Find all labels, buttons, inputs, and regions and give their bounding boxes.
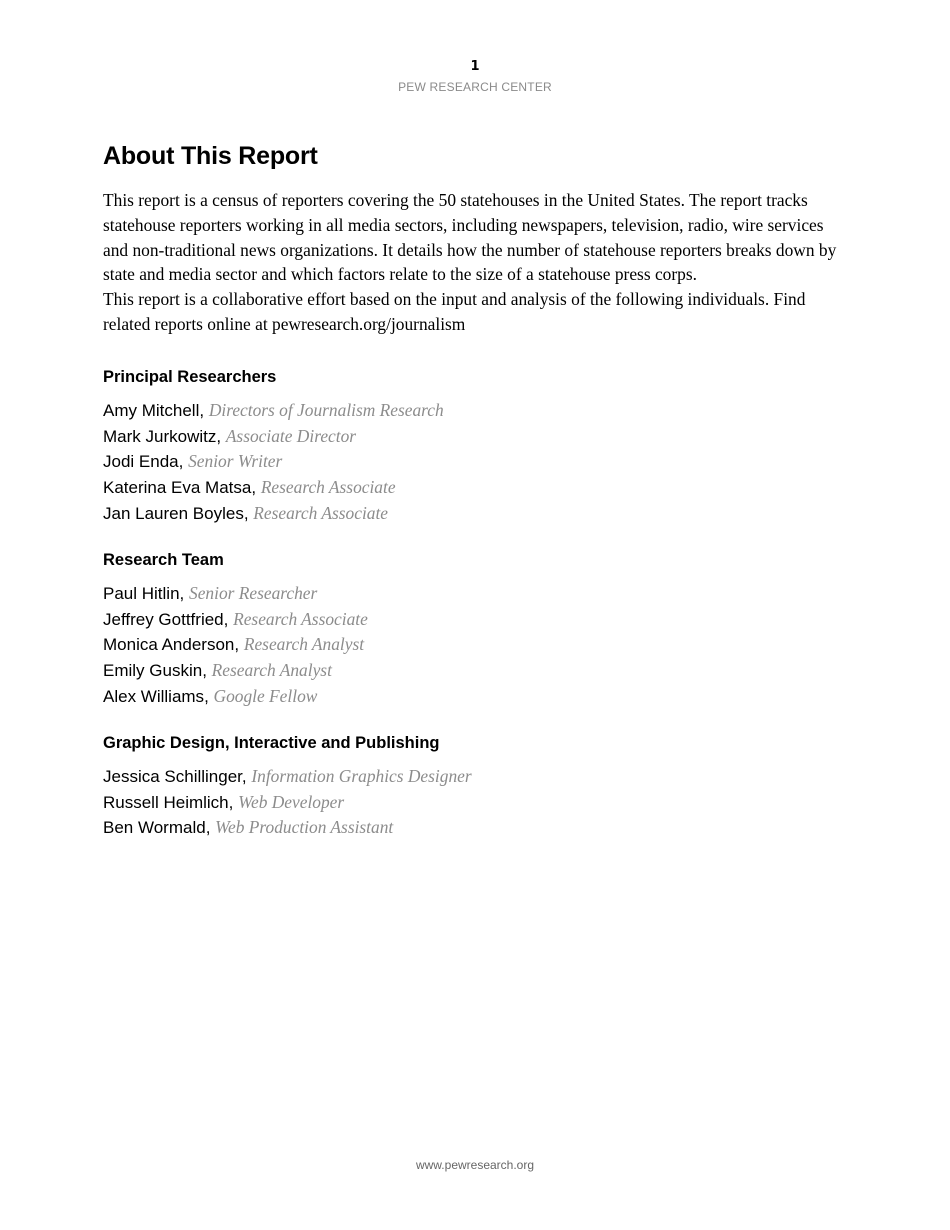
people-list	[103, 764, 843, 841]
intro-text	[103, 188, 843, 337]
person-name: Jessica Schillinger	[103, 766, 242, 786]
section-heading: Graphic Design, Interactive and Publishing	[103, 733, 440, 752]
person-item: Katerina Eva Matsa, Research Associate	[103, 477, 396, 498]
person-item: Paul Hitlin, Senior Researcher	[103, 582, 318, 603]
people-list	[103, 398, 843, 527]
person-name: Jan Lauren Boyles	[103, 503, 244, 523]
person-name: Ben Wormald	[103, 818, 206, 838]
person-role: Directors of Journalism Research	[208, 399, 444, 420]
footer-url: www.pewresearch.org	[415, 1158, 535, 1172]
people-list	[103, 581, 843, 710]
person-name: Russell Heimlich	[103, 792, 229, 812]
person-role: Associate Director	[225, 425, 357, 446]
person-item: Russell Heimlich, Web Developer	[103, 791, 345, 812]
section-heading: Principal Researchers	[103, 367, 277, 386]
person-name: Katerina Eva Matsa	[103, 478, 252, 498]
intro-paragraph-2: This report is a collaborative effort based on the input and analysis of the following individuals. Find related reports online at pewresearch.org/journalism	[103, 289, 806, 334]
person-role: Senior Researcher	[189, 582, 318, 603]
page-number: 1	[470, 59, 480, 74]
person-item: Amy Mitchell, Directors of Journalism Research	[103, 399, 444, 420]
section-graphic-design	[103, 732, 843, 841]
person-name: Monica Anderson	[103, 635, 235, 655]
person-role: Research Analyst	[243, 634, 365, 655]
person-name: Alex Williams	[103, 686, 205, 706]
person-role: Google Fellow	[213, 685, 318, 706]
page-title: About This Report	[103, 142, 318, 170]
person-item: Jan Lauren Boyles, Research Associate	[103, 502, 389, 523]
person-name: Jeffrey Gottfried	[103, 609, 224, 629]
section-research-team	[103, 549, 843, 710]
person-item: Mark Jurkowitz, Associate Director	[103, 425, 357, 446]
person-item: Emily Guskin, Research Analyst	[103, 660, 332, 681]
section-heading: Research Team	[103, 550, 224, 569]
person-name: Mark Jurkowitz	[103, 426, 217, 446]
intro-paragraph-1: This report is a census of reporters covering the 50 statehouses in the United States. The report tracks statehouse reporters working in all media sectors, including newspapers, television, radio, wire services and non-traditional news organizations. It details how the number of statehouse reporters breaks down by state and media sector and which factors relate to the size of a statehouse press corps.	[103, 190, 837, 285]
person-item: Alex Williams, Google Fellow	[103, 685, 318, 706]
person-item: Jeffrey Gottfried, Research Associate	[103, 608, 368, 629]
person-item: Ben Wormald, Web Production Assistant	[103, 817, 394, 838]
person-role: Research Analyst	[211, 660, 332, 681]
person-item: Monica Anderson, Research Analyst	[103, 634, 365, 655]
person-name: Amy Mitchell	[103, 400, 200, 420]
person-role: Information Graphics Designer	[251, 765, 472, 786]
person-item: Jessica Schillinger, Information Graphics Designer	[103, 765, 472, 786]
person-role: Research Associate	[253, 502, 389, 523]
page-header	[0, 58, 950, 96]
person-role: Research Associate	[260, 477, 396, 498]
person-name: Jodi Enda	[103, 452, 179, 472]
person-name: Emily Guskin	[103, 661, 203, 681]
org-name: PEW RESEARCH CENTER	[398, 80, 552, 94]
person-role: Research Associate	[233, 608, 368, 629]
person-role: Senior Writer	[188, 451, 283, 472]
person-name: Paul Hitlin	[103, 583, 180, 603]
report-content	[103, 140, 843, 841]
section-principal-researchers	[103, 366, 843, 527]
person-role: Web Production Assistant	[215, 817, 394, 838]
person-item: Jodi Enda, Senior Writer	[103, 451, 283, 472]
person-role: Web Developer	[238, 791, 345, 812]
